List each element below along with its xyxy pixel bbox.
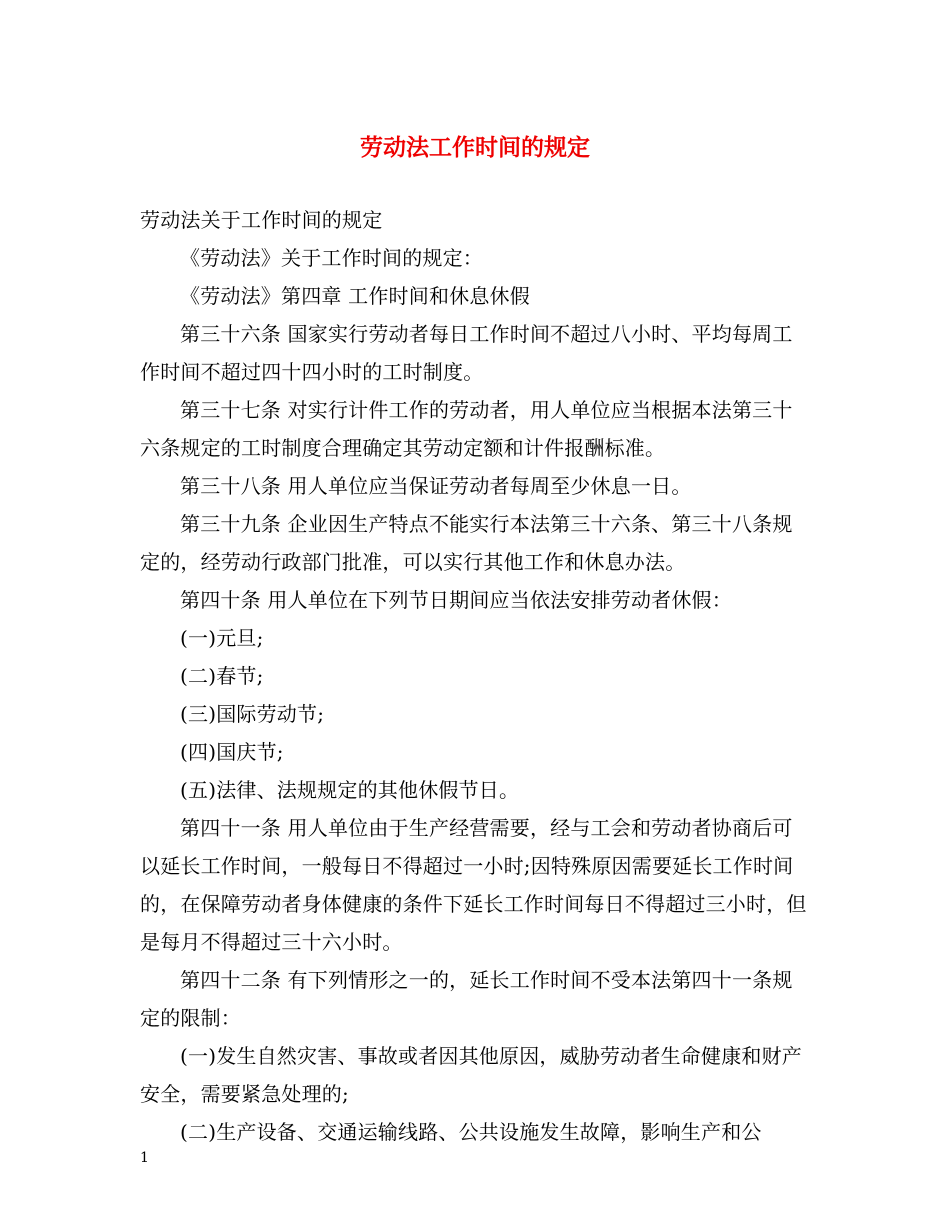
section-heading: 劳动法关于工作时间的规定 bbox=[140, 208, 383, 232]
list-item: (一)元旦; bbox=[180, 626, 264, 650]
article-38: 第三十八条 用人单位应当保证劳动者每周至少休息一日。 bbox=[180, 474, 692, 498]
list-item: (二)春节; bbox=[180, 664, 264, 688]
list-item: (一)发生自然灾害、事故或者因其他原因，威胁劳动者生命健康和财产安全，需要紧急处理的; bbox=[140, 1044, 803, 1106]
list-item: (三)国际劳动节; bbox=[180, 702, 325, 726]
article-36: 第三十六条 国家实行劳动者每日工作时间不超过八小时、平均每周工作时间不超过四十四小时的工时制度。 bbox=[140, 322, 793, 384]
article-42: 第四十二条 有下列情形之一的，延长工作时间不受本法第四十一条规定的限制： bbox=[140, 968, 793, 1030]
document-title: 劳动法工作时间的规定 bbox=[360, 134, 590, 161]
list-item: (二)生产设备、交通运输线路、公共设施发生故障，影响生产和公 bbox=[180, 1120, 762, 1144]
document-body bbox=[140, 201, 812, 1151]
paragraph: 《劳动法》关于工作时间的规定： bbox=[180, 246, 483, 270]
article-40: 第四十条 用人单位在下列节日期间应当依法安排劳动者休假： bbox=[180, 588, 732, 612]
article-37: 第三十七条 对实行计件工作的劳动者，用人单位应当根据本法第三十六条规定的工时制度合理确定其劳动定额和计件报酬标准。 bbox=[140, 398, 793, 460]
list-item: (四)国庆节; bbox=[180, 740, 284, 764]
chapter-heading: 《劳动法》第四章 工作时间和休息休假 bbox=[180, 284, 530, 308]
list-item: (五)法律、法规规定的其他休假节日。 bbox=[180, 778, 520, 802]
article-41: 第四十一条 用人单位由于生产经营需要，经与工会和劳动者协商后可以延长工作时间，一般每日不得超过一小时;因特殊原因需要延长工作时间的，在保障劳动者身体健康的条件下延长工作时间每日不得超过三小时，但是每月不得超过三十六小时。 bbox=[140, 816, 807, 954]
page-number: 1 bbox=[140, 1150, 149, 1166]
article-39: 第三十九条 企业因生产特点不能实行本法第三十六条、第三十八条规定的，经劳动行政部门批准，可以实行其他工作和休息办法。 bbox=[140, 512, 793, 574]
